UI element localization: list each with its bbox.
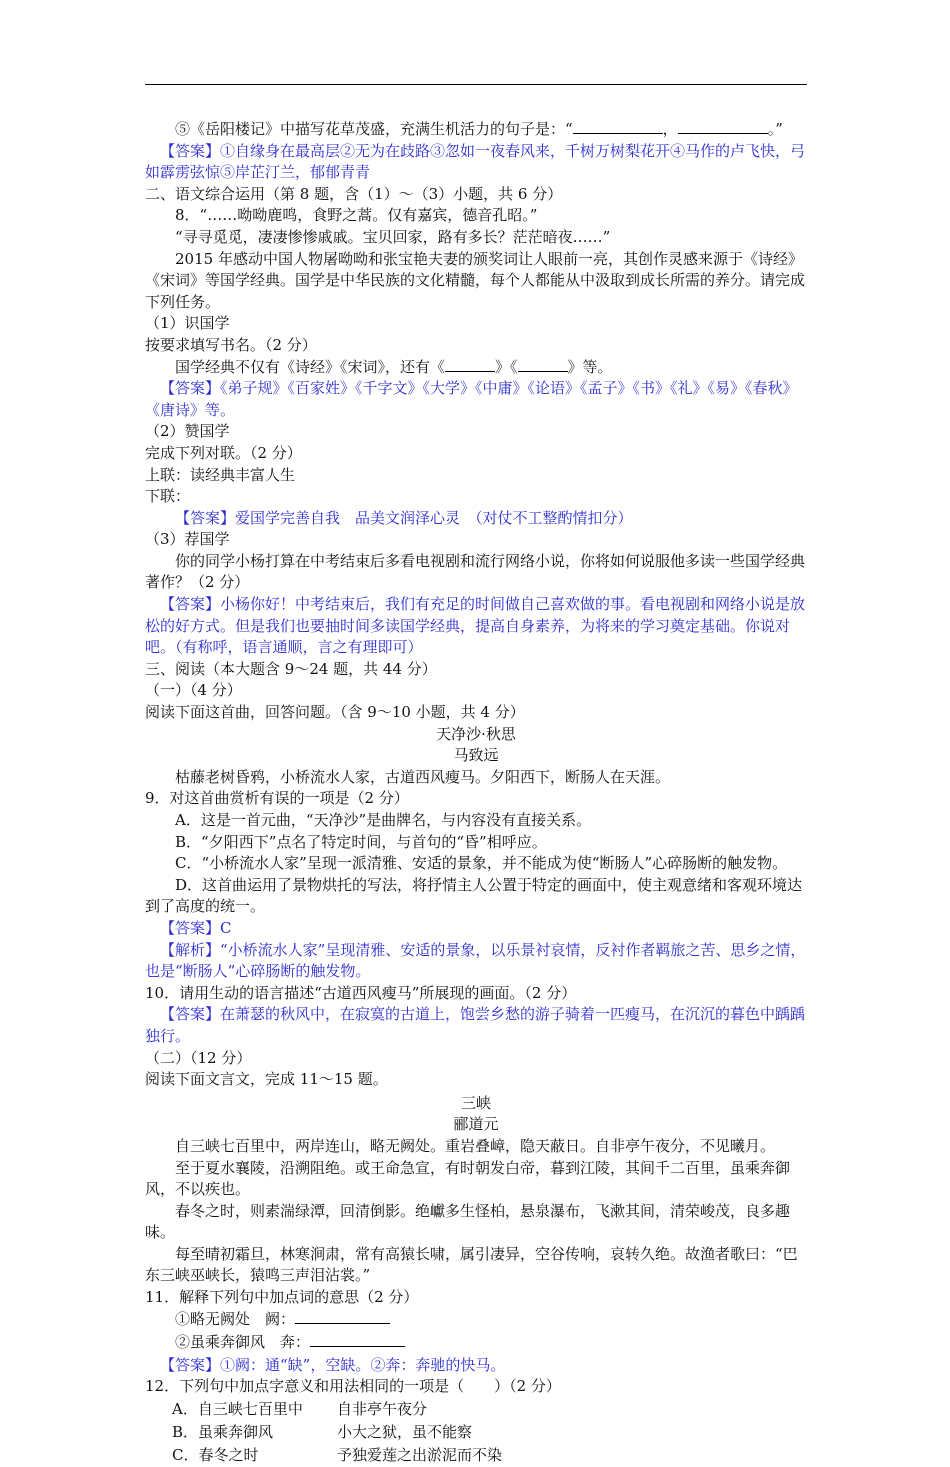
answer-block: 【答案】小杨你好！中考结束后，我们有充足的时间做自己喜欢做的事。看电视剧和网络小说是放松的好方式。但是我们也要抽时间多读国学经典，提高自身素养，为将来的学习奠定基础。你说对吧。（有称呼，语言通顺，言之有理即可） — [145, 595, 806, 657]
question-11: 11．解释下列句中加点词的意思（2 分） — [145, 1288, 419, 1307]
answer-block: 【答案】C — [160, 918, 232, 937]
prose-author: 郦道元 — [453, 1115, 499, 1134]
part-title: （二）（12 分） — [145, 1048, 252, 1067]
option-row — [145, 1421, 807, 1444]
prose-paragraph: 自三峡七百里中，两岸连山，略无阙处。重岩叠嶂，隐天蔽日。自非亭午夜分，不见曦月。 — [175, 1136, 776, 1155]
document-page — [145, 119, 807, 1467]
subquestion-requirement: 按要求填写书名。（2 分） — [145, 335, 317, 354]
question-11-item: ②虽乘奔御风 奔： — [145, 1332, 807, 1355]
question-8-intro: 2015 年感动中国人物屠呦呦和张宝艳夫妻的颁奖词让人眼前一亮，其创作灵感来源于《诗经》《宋词》等国学经典。国学是中华民族的文化精髓，每个人都能从中汲取到成长所需的养分。请完成下列任务。 — [145, 249, 806, 311]
answer-block: 【答案】《弟子规》《百家姓》《千字文》《大学》《中庸》《论语》《孟子》《书》《礼》《易》《春秋》《唐诗》等。 — [145, 379, 798, 419]
question-line: ⑤《岳阳楼记》中描写花草茂盛，充满生机活力的句子是：“ ， 。” — [175, 120, 783, 138]
question-9: 9．对这首曲赏析有误的一项是（2 分） — [145, 789, 409, 808]
question-8: 8．“……呦呦鹿鸣，食野之蒿。仅有嘉宾，德音孔昭。” — [175, 206, 538, 225]
couplet-upper: 上联：读经典丰富人生 — [145, 465, 296, 484]
prose-title: 三峡 — [460, 1093, 491, 1112]
option-row — [145, 1444, 807, 1467]
poem-author: 马致远 — [453, 746, 499, 765]
poem-text: 枯藤老树昏鸦，小桥流水人家，古道西风瘦马。夕阳西下，断肠人在天涯。 — [175, 767, 671, 786]
prose-paragraph: 每至晴初霜旦，林寒涧肃，常有高猿长啸，属引凄异，空谷传响，哀转久绝。故渔者歌曰：“巴东三峡巫峡长，猿鸣三声泪沾裳。” — [145, 1244, 798, 1285]
explanation-block: 【解析】“小桥流水人家”呈现清雅、安适的景象，以乐景衬哀情，反衬作者羁旅之苦、思乡之情，也是“断肠人”心碎肠断的触发物。 — [145, 940, 806, 981]
answer-block: 【答案】在萧瑟的秋风中，在寂寞的古道上，饱尝乡愁的游子骑着一匹瘦马，在沉沉的暮色中踽踽独行。 — [145, 1005, 806, 1045]
question-8-quote: “寻寻觅觅，凄凄惨惨戚戚。宝贝回家，路有多长？茫茫暗夜……” — [175, 227, 611, 246]
section-title: 三、阅读（本大题含 9～24 题，共 44 分） — [145, 659, 437, 678]
answer-block: 【答案】①自缘身在最高层②无为在歧路③忽如一夜春风来，千树万树梨花开④马作的卢飞快，弓如霹雳弦惊⑤岸芷汀兰，郁郁青青 — [145, 141, 806, 182]
question-11-item: ①略无阙处 阙： — [145, 1309, 807, 1332]
prose-paragraph: 至于夏水襄陵，沿溯阻绝。或王命急宣，有时朝发白帝，暮到江陵，其间千二百里，虽乘奔御风，不以疾也。 — [145, 1158, 791, 1199]
option-left: A．自三峡七百里中 — [172, 1399, 303, 1418]
part-title: （一）（4 分） — [145, 681, 242, 700]
answer-block: 【答案】爱国学完善自我 品美文润泽心灵 （对仗不工整酌情扣分） — [175, 508, 633, 527]
subquestion-title: （2）赞国学 — [145, 422, 230, 441]
option-left: C．春冬之时 — [172, 1445, 259, 1464]
section-title: 二、语文综合运用（第 8 题，含（1）～（3）小题，共 6 分） — [145, 184, 563, 203]
subquestion-prompt: 国学经典不仅有《诗经》《宋词》，还有《 》《 》等。 — [175, 357, 613, 376]
option-c: C．“小桥流水人家”呈现一派清雅、安适的景象，并不能成为使“断肠人”心碎肠断的触发物。 — [175, 854, 788, 873]
question-12: 12．下列句中加点字意义和用法相同的一项是（ ）（2 分） — [145, 1377, 561, 1396]
subquestion-title: （1）识国学 — [145, 314, 230, 333]
prose-paragraph: 春冬之时，则素湍绿潭，回清倒影。绝巘多生怪柏，悬泉瀑布，飞漱其间，清荣峻茂，良多趣味。 — [145, 1201, 791, 1242]
option-row — [145, 1398, 807, 1421]
question-10: 10．请用生动的语言描述“古道西风瘦马”所展现的画面。（2 分） — [145, 983, 577, 1002]
poem-title: 天净沙·秋思 — [436, 724, 516, 743]
option-b: B．“夕阳西下”点名了特定时间，与首句的“昏”相呼应。 — [175, 832, 547, 851]
header-rule — [145, 84, 807, 85]
part-requirement: 阅读下面文言文，完成 11～15 题。 — [145, 1070, 388, 1089]
part-requirement: 阅读下面这首曲，回答问题。（含 9～10 小题，共 4 分） — [145, 703, 525, 722]
answer-block: 【答案】①阙：通“缺”，空缺。②奔：奔驰的快马。 — [160, 1355, 506, 1374]
couplet-lower: 下联： — [145, 487, 191, 506]
subquestion-title: （3）荐国学 — [145, 530, 230, 549]
option-right: 予独爱莲之出淤泥而不染 — [337, 1445, 503, 1464]
option-right: 自非亭午夜分 — [337, 1399, 428, 1418]
subquestion-prompt: 你的同学小杨打算在中考结束后多看电视剧和流行网络小说，你将如何说服他多读一些国学经典著作？（2 分） — [145, 551, 806, 592]
option-d: D．这首曲运用了景物烘托的写法，将抒情主人公置于特定的画面中，使主观意绪和客观环境达到了高度的统一。 — [145, 875, 803, 916]
option-right: 小大之狱，虽不能察 — [337, 1422, 473, 1441]
option-a: A．这是一首元曲，“天净沙”是曲牌名，与内容没有直接关系。 — [175, 811, 592, 829]
option-left: B．虽乘奔御风 — [172, 1422, 274, 1441]
subquestion-requirement: 完成下列对联。（2 分） — [145, 443, 302, 462]
